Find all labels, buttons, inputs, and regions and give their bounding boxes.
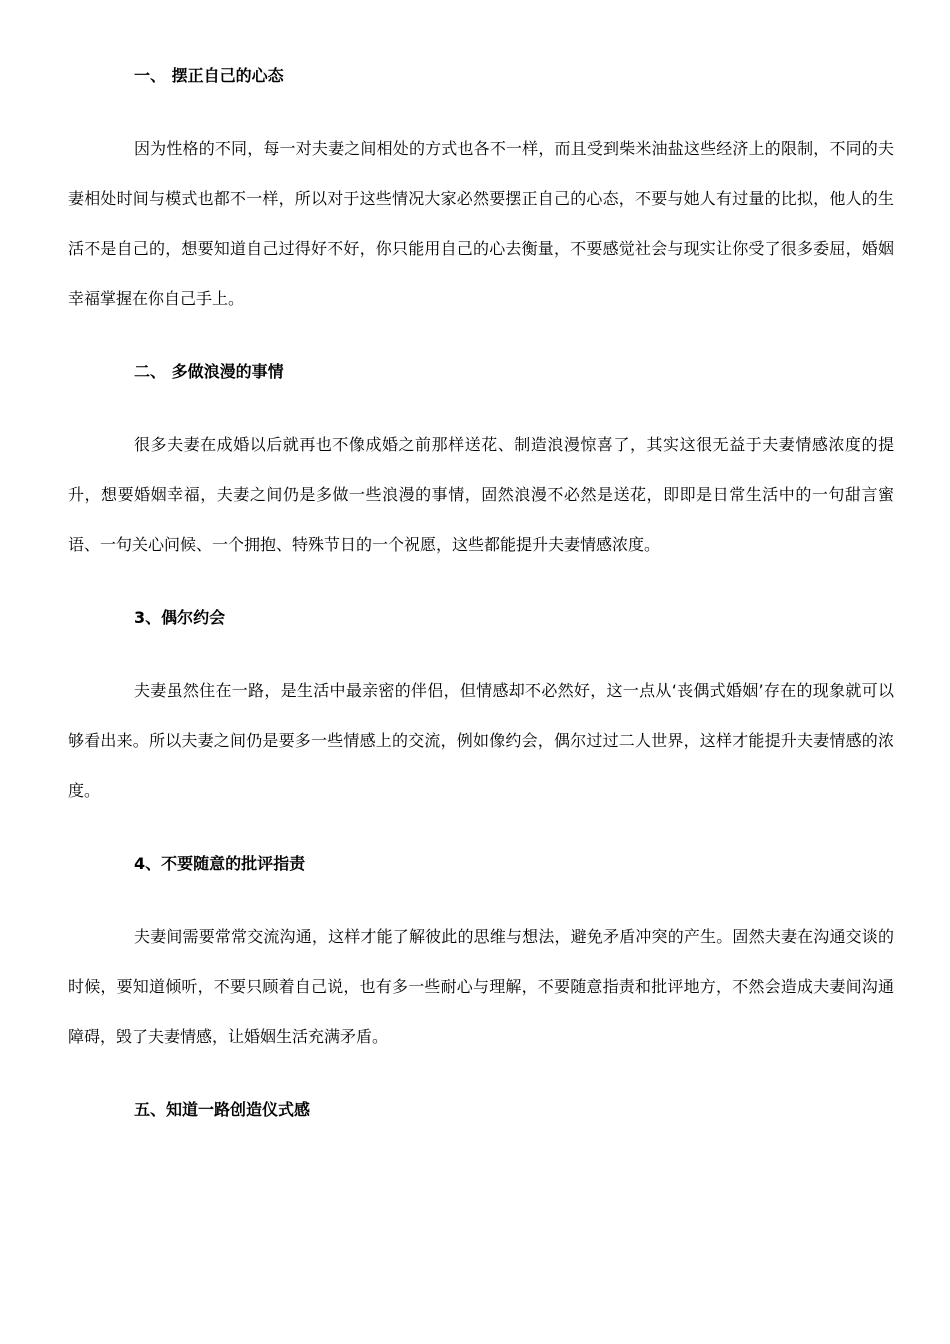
section-4 <box>68 840 894 1086</box>
section-heading: 一、 摆正自己的心态 <box>134 66 284 85</box>
section-5 <box>68 1086 894 1134</box>
section-heading: 3、偶尔约会 <box>134 608 226 627</box>
section-2 <box>68 348 894 594</box>
document-page <box>68 52 894 1134</box>
section-paragraph: 因为性格的不同，每一对夫妻之间相处的方式也各不一样，而且受到柴米油盐这些经济上的限制，不同的夫妻相处时间与模式也都不一样，所以对于这些情况大家必然要摆正自己的心态，不要与她人有过量的比拟，他人的生活不是自己的，想要知道自己过得好不好，你只能用自己的心去衡量，不要感觉社会与现实让你受了很多委屈，婚姻幸福掌握在你自己手上。 <box>68 139 894 308</box>
section-paragraph: 夫妻间需要常常交流沟通，这样才能了解彼此的思维与想法，避免矛盾冲突的产生。固然夫妻在沟通交谈的时候，要知道倾听，不要只顾着自己说，也有多一些耐心与理解，不要随意指责和批评地方，不然会造成夫妻间沟通障碍，毁了夫妻情感，让婚姻生活充满矛盾。 <box>68 927 894 1046</box>
section-heading: 4、不要随意的批评指责 <box>134 854 306 873</box>
section-heading: 二、 多做浪漫的事情 <box>134 362 284 381</box>
section-heading: 五、知道一路创造仪式感 <box>134 1100 311 1119</box>
section-3 <box>68 594 894 840</box>
section-1 <box>68 52 894 348</box>
section-paragraph: 很多夫妻在成婚以后就再也不像成婚之前那样送花、制造浪漫惊喜了，其实这很无益于夫妻情感浓度的提升，想要婚姻幸福，夫妻之间仍是多做一些浪漫的事情，固然浪漫不必然是送花，即即是日常生活中的一句甜言蜜语、一句关心问候、一个拥抱、特殊节日的一个祝愿，这些都能提升夫妻情感浓度。 <box>68 435 894 554</box>
section-paragraph: 夫妻虽然住在一路，是生活中最亲密的伴侣，但情感却不必然好，这一点从‘丧偶式婚姻’存在的现象就可以够看出来。所以夫妻之间仍是要多一些情感上的交流，例如像约会，偶尔过过二人世界，这样才能提升夫妻情感的浓度。 <box>68 681 894 800</box>
